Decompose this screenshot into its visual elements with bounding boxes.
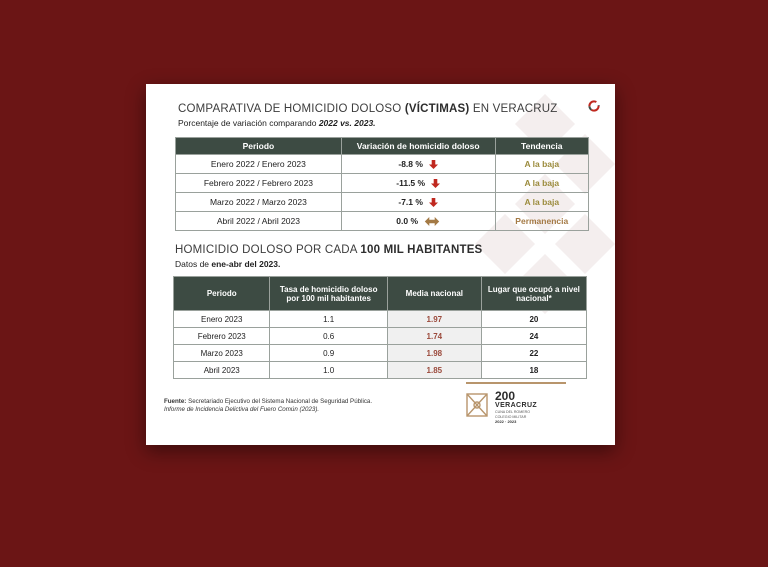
lugar-cell: 18: [481, 362, 586, 379]
periodo-cell: Abril 2023: [174, 362, 270, 379]
periodo-cell: Enero 2022 / Enero 2023: [176, 155, 342, 174]
header-lugar: Lugar que ocupó a nivel nacional*: [481, 277, 586, 311]
periodo-cell: Febrero 2023: [174, 328, 270, 345]
tendencia-cell: A la baja: [495, 193, 588, 212]
table-row: [174, 328, 587, 345]
table-row: [176, 193, 589, 212]
left-right-arrow-icon: [424, 217, 440, 226]
tasa-cell: 0.6: [270, 328, 387, 345]
tasa-cell: 0.9: [270, 345, 387, 362]
logo-text: [495, 390, 537, 424]
logo-line1: CUNA DEL ROMERO: [495, 410, 531, 414]
source-note: Fuente: Secretariado Ejecutivo del Sistema Nacional de Seguridad Pública. Informe de Incidencia Delictiva del Fuero Común (2023).: [164, 398, 373, 413]
rate-table: [173, 276, 587, 379]
variation-table: [175, 137, 589, 231]
header-periodo: Periodo: [174, 277, 270, 311]
logo-line2: COLEGIO MILITAR: [495, 414, 527, 419]
header-media: Media nacional: [387, 277, 481, 311]
periodo-cell: Marzo 2023: [174, 345, 270, 362]
tendencia-cell: A la baja: [495, 174, 588, 193]
periodo-cell: Abril 2022 / Abril 2023: [176, 212, 342, 231]
table-header-row: [176, 138, 589, 155]
table-row: [174, 345, 587, 362]
down-arrow-icon: [429, 160, 438, 169]
tendencia-cell: Permanencia: [495, 212, 588, 231]
periodo-cell: Febrero 2022 / Febrero 2023: [176, 174, 342, 193]
variacion-cell: -11.5 %: [341, 174, 495, 193]
rate-title: HOMICIDIO DOLOSO POR CADA 100 MIL HABITANTES: [175, 244, 483, 256]
rate-subtitle: Datos de ene-abr del 2023.: [175, 259, 281, 269]
lugar-cell: 20: [481, 311, 586, 328]
table-row: [174, 362, 587, 379]
emblem-icon: [464, 390, 490, 420]
media-cell: 1.85: [387, 362, 481, 379]
media-cell: 1.74: [387, 328, 481, 345]
header-tendencia: Tendencia: [495, 138, 588, 155]
down-arrow-icon: [431, 179, 440, 188]
header-periodo: Periodo: [176, 138, 342, 155]
periodo-cell: Marzo 2022 / Marzo 2023: [176, 193, 342, 212]
table-row: [176, 174, 589, 193]
media-cell: 1.98: [387, 345, 481, 362]
logo-years: 2022 · 2023: [495, 419, 517, 424]
table-row: [174, 311, 587, 328]
variacion-cell: -7.1 %: [341, 193, 495, 212]
lugar-cell: 24: [481, 328, 586, 345]
slide-card: [146, 84, 615, 445]
tasa-cell: 1.0: [270, 362, 387, 379]
tasa-cell: 1.1: [270, 311, 387, 328]
tendencia-cell: A la baja: [495, 155, 588, 174]
table-header-row: [174, 277, 587, 311]
veracruz-200-logo: [464, 386, 554, 428]
header-tasa: Tasa de homicidio doloso por 100 mil habitantes: [270, 277, 387, 311]
logo-name: VERACRUZ: [495, 402, 538, 409]
lugar-cell: 22: [481, 345, 586, 362]
table-row: [176, 212, 589, 231]
logo-ring-icon: [588, 100, 600, 112]
variacion-cell: 0.0 %: [341, 212, 495, 231]
comparison-title: COMPARATIVA DE HOMICIDIO DOLOSO (VÍCTIMAS) EN VERACRUZ: [178, 103, 558, 115]
variacion-cell: -8.8 %: [341, 155, 495, 174]
down-arrow-icon: [429, 198, 438, 207]
table-row: [176, 155, 589, 174]
comparison-subtitle: Porcentaje de variación comparando 2022 vs. 2023.: [178, 118, 376, 128]
footer-divider: [466, 382, 566, 384]
header-variacion: Variación de homicidio doloso: [341, 138, 495, 155]
periodo-cell: Enero 2023: [174, 311, 270, 328]
media-cell: 1.97: [387, 311, 481, 328]
logo-number: 200: [495, 389, 516, 403]
